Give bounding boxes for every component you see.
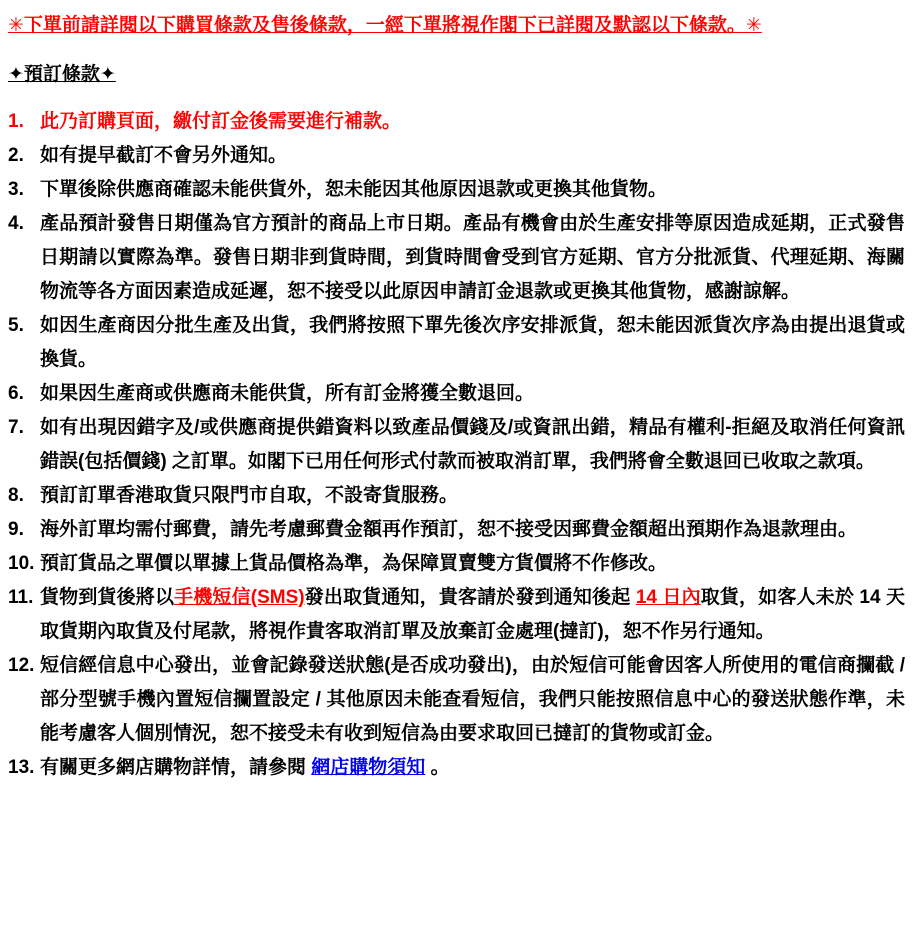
term-item-number: 11. <box>8 587 34 609</box>
term-item-8 <box>8 479 905 513</box>
term-item-text <box>40 649 905 751</box>
term-item-text <box>40 751 905 785</box>
store-shopping-guide-link[interactable]: 網店購物須知 <box>311 757 426 779</box>
term-item-number: 12. <box>8 655 35 677</box>
term-text-segment: 短信經信息中心發出，並會記錄發送狀態(是否成功發出)，由於短信可能會因客人所使用的電信商攔截 / 部分型號手機內置短信攔置設定 / 其他原因未能查看短信，我們只能按照信息中心的發送狀態作準，未能考慮客人個別情況，恕不接受未有收到短信為由要求取回已撻訂的貨物或訂金。 <box>40 655 905 745</box>
preorder-terms-section-header: ✦預訂條款✦ <box>8 63 116 85</box>
term-text-segment: 取貨，如客人未於 14 天取貨期內取貨及付尾款，將視作貴客取消訂單及放棄訂金處理(撻訂)，恕不作另行通知。 <box>40 587 905 643</box>
term-text-segment: 。 <box>425 757 450 779</box>
term-item-text <box>40 309 905 377</box>
term-item-6 <box>8 377 905 411</box>
term-text-segment: 海外訂單均需付郵費，請先考慮郵費金額再作預訂，恕不接受因郵費金額超出預期作為退款理由。 <box>40 519 858 541</box>
term-item-number: 2. <box>8 145 24 167</box>
term-text-segment: 此乃訂購頁面，繳付訂金後需要進行補款。 <box>40 111 402 133</box>
term-item-3 <box>8 173 905 207</box>
highlighted-term-text: 手機短信(SMS) <box>174 587 305 609</box>
term-text-segment: 如果因生產商或供應商未能供貨，所有訂金將獲全數退回。 <box>40 383 535 405</box>
term-item-1 <box>8 105 905 139</box>
term-item-text <box>40 479 905 513</box>
term-item-number: 10. <box>8 553 35 575</box>
term-item-text <box>40 139 905 173</box>
term-item-4 <box>8 207 905 309</box>
term-text-segment: 下單後除供應商確認未能供貨外，恕未能因其他原因退款或更換其他貨物。 <box>40 179 668 201</box>
term-item-5 <box>8 309 905 377</box>
term-item-number: 4. <box>8 213 24 235</box>
term-text-segment: 如有提早截訂不會另外通知。 <box>40 145 288 167</box>
term-item-11 <box>8 581 905 649</box>
term-item-12 <box>8 649 905 751</box>
term-item-text <box>40 547 905 581</box>
term-item-number: 3. <box>8 179 24 201</box>
term-text-segment: 如有出現因錯字及/或供應商提供錯資料以致產品價錢及/或資訊出錯，精品有權利-拒絕及取消任何資訊錯誤(包括價錢) 之訂單。如閣下已用任何形式付款而被取消訂單，我們將會全數退回已收取之款項。 <box>40 417 905 473</box>
term-text-segment: 產品預計發售日期僅為官方預計的商品上市日期。產品有機會由於生產安排等原因造成延期，正式發售日期請以實際為準。發售日期非到貨時間，到貨時間會受到官方延期、官方分批派貨、代理延期、海關物流等各方面因素造成延遲，恕不接受以此原因申請訂金退款或更換其他貨物，感謝諒解。 <box>40 213 905 303</box>
term-item-2 <box>8 139 905 173</box>
term-item-number: 7. <box>8 417 24 439</box>
term-item-text <box>40 581 905 649</box>
term-item-number: 5. <box>8 315 24 337</box>
term-item-text <box>40 207 905 309</box>
term-item-text <box>40 377 905 411</box>
term-item-text <box>40 105 905 139</box>
term-item-number: 9. <box>8 519 24 541</box>
term-item-7 <box>8 411 905 479</box>
terms-notice-title: ✳下單前請詳閱以下購買條款及售後條款，一經下單將視作閣下已詳閱及默認以下條款。✳ <box>8 15 762 36</box>
highlighted-term-text: 14 日內 <box>635 587 701 609</box>
term-text-segment: 發出取貨通知，貴客請於發到通知後起 <box>304 587 636 609</box>
term-text-segment: 預訂訂單香港取貨只限門市自取，不設寄貨服務。 <box>40 485 459 507</box>
term-item-number: 8. <box>8 485 24 507</box>
term-item-text <box>40 513 905 547</box>
term-text-segment: 預訂貨品之單價以單據上貨品價格為準，為保障買賣雙方貨價將不作修改。 <box>40 553 668 575</box>
term-item-number: 6. <box>8 383 24 405</box>
term-item-10 <box>8 547 905 581</box>
term-text-segment: 貨物到貨後將以 <box>40 587 175 609</box>
term-text-segment: 有關更多網店購物詳情，請參閱 <box>40 757 312 779</box>
term-item-text <box>40 411 905 479</box>
terms-list <box>8 105 905 785</box>
term-text-segment: 如因生產商因分批生產及出貨，我們將按照下單先後次序安排派貨，恕未能因派貨次序為由提出退貨或換貨。 <box>40 315 905 371</box>
term-item-13 <box>8 751 905 785</box>
term-item-number: 13. <box>8 757 35 779</box>
term-item-text <box>40 173 905 207</box>
term-item-9 <box>8 513 905 547</box>
term-item-number: 1. <box>8 111 24 133</box>
